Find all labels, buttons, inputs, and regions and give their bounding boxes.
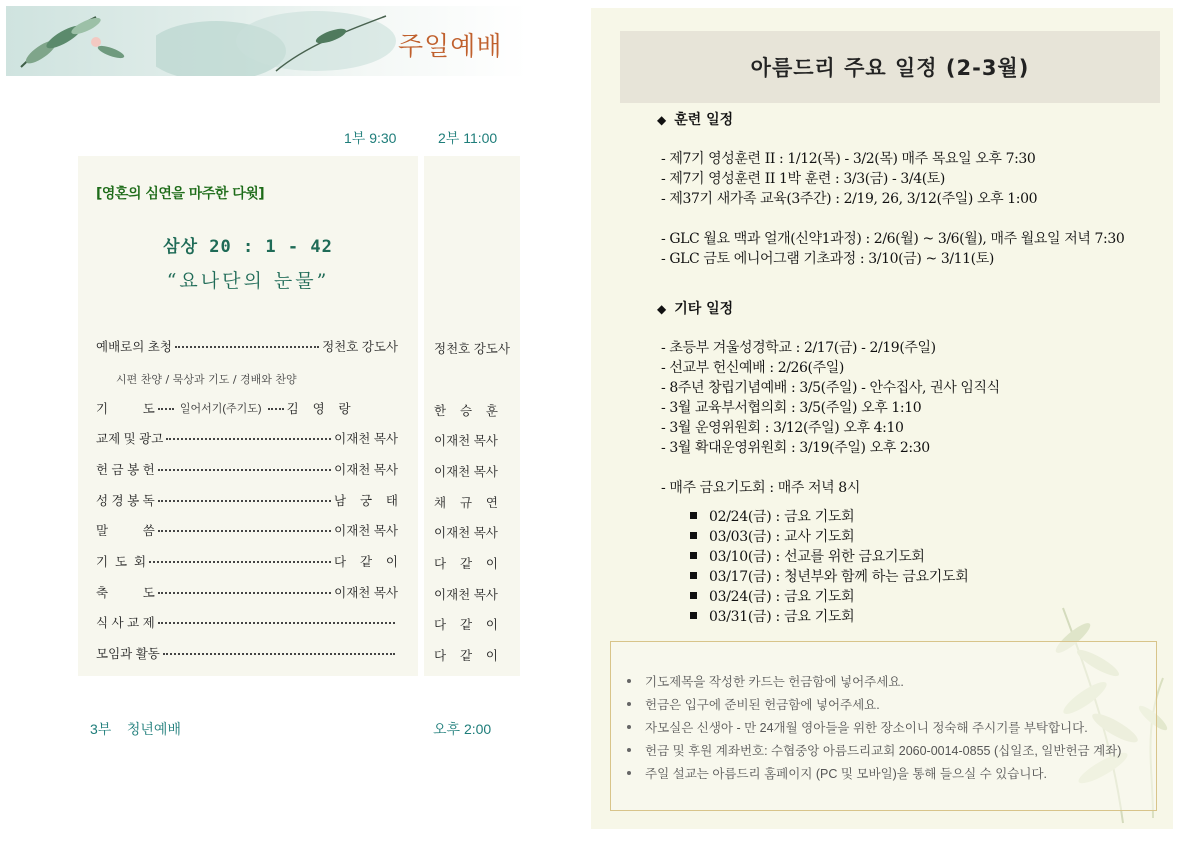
- notice-item: 자모실은 신생아 - 만 24개월 영아들을 위한 장소이니 정숙해 주시기를 부탁합니다.: [627, 718, 1121, 741]
- order-leader: 이재천 목사: [334, 586, 398, 600]
- schedule-item: - 제7기 영성훈련 II 1박 훈련 : 3/3(금) - 3/4(토): [661, 171, 945, 187]
- order-label: 축 도: [96, 586, 155, 600]
- square-bullet-icon: [690, 612, 697, 619]
- diamond-bullet-icon: ◆: [657, 302, 667, 316]
- square-bullet-icon: [690, 532, 697, 539]
- order-note: 일어서기(주기도): [179, 403, 262, 415]
- leaf-decoration-icon: [16, 12, 136, 72]
- order-label: 기 도: [96, 402, 155, 416]
- notice-list: [627, 672, 1121, 787]
- order-row: [96, 460, 398, 478]
- order-leader: 이재천 목사: [334, 432, 398, 446]
- order-leader-2: 다 같 이: [434, 557, 499, 571]
- schedule-item: - GLC 월요 맥과 얼개(신약1과정) : 2/6(월) ~ 3/6(월), 매주 월요일 저녁 7:30: [661, 231, 1125, 247]
- worship-order-page: [0, 0, 590, 841]
- sermon-title: “요나단의 눈물”: [166, 270, 330, 292]
- order-leader-2: 다 같 이: [434, 649, 499, 663]
- bullet-dot-icon: [627, 748, 631, 752]
- scripture-reference: 삼상 20 : 1 - 42: [163, 237, 333, 257]
- friday-prayer-item: 02/24(금) : 금요 기도회: [690, 506, 854, 526]
- order-row: [96, 337, 398, 355]
- order-label: 성 경 봉 독: [96, 494, 155, 508]
- notice-item: 기도제목을 작성한 카드는 헌금함에 넣어주세요.: [627, 672, 1121, 695]
- order-leader-2: 이재천 목사: [434, 465, 498, 479]
- notice-item: 헌금은 입구에 준비된 헌금함에 넣어주세요.: [627, 695, 1121, 718]
- schedule-item: - 초등부 겨울성경학교 : 2/17(금) - 2/19(주일): [661, 340, 936, 356]
- training-section-title: ◆ 훈련 일정: [657, 112, 734, 128]
- order-leader: 이재천 목사: [334, 463, 398, 477]
- order-label: 교제 및 광고: [96, 432, 164, 446]
- schedule-item: - 8주년 창립기념예배 : 3/5(주일) - 안수집사, 권사 임직식: [661, 380, 1000, 396]
- order-label: 기 도 회: [96, 555, 147, 569]
- schedule-item: - 선교부 헌신예배 : 2/26(주일): [661, 360, 844, 376]
- youth-service-label: 3부 청년예배: [90, 721, 181, 737]
- schedule-item: - 제7기 영성훈련 II : 1/12(목) - 3/2(목) 매주 목요일 오후 7:30: [661, 151, 1036, 167]
- page-title: 주일예배: [398, 32, 503, 62]
- friday-prayer-item: 03/31(금) : 금요 기도회: [690, 606, 854, 626]
- order-label: 말 씀: [96, 524, 155, 538]
- square-bullet-icon: [690, 572, 697, 579]
- bullet-dot-icon: [627, 771, 631, 775]
- header-banner: [6, 6, 528, 76]
- notice-item: 헌금 및 후원 계좌번호: 수협중앙 아름드리교회 2060-0014-0855 (십일조, 일반헌금 계좌): [627, 741, 1121, 764]
- order-row: [96, 552, 398, 570]
- schedule-item: - 3월 교육부서협의회 : 3/5(주일) 오후 1:10: [661, 400, 922, 416]
- service2-time: 2부 11:00: [438, 130, 498, 146]
- friday-prayer-item: 03/24(금) : 금요 기도회: [690, 586, 854, 606]
- schedule-title: 아름드리 주요 일정 (2-3월): [750, 56, 1030, 80]
- schedule-item: - 매주 금요기도회 : 매주 저녁 8시: [661, 480, 860, 496]
- service1-time: 1부 9:30: [344, 130, 397, 146]
- order-leader-2: 채 규 연: [434, 496, 499, 510]
- other-section-title: ◆ 기타 일정: [657, 301, 734, 317]
- schedule-page: [591, 8, 1173, 829]
- order-leader: 이재천 목사: [334, 524, 398, 538]
- order-leader: 다 같 이: [333, 555, 398, 569]
- schedule-item: - 3월 확대운영위원회 : 3/19(주일) 오후 2:30: [661, 440, 930, 456]
- square-bullet-icon: [690, 592, 697, 599]
- diamond-bullet-icon: ◆: [657, 113, 667, 127]
- worship-subnote: 시편 찬양 / 묵상과 기도 / 경배와 찬양: [116, 373, 297, 386]
- order-row: [96, 429, 398, 447]
- order-leader-2: 이재천 목사: [434, 434, 498, 448]
- order-leader: 남 궁 태: [333, 494, 398, 508]
- sermon-series-title: [영혼의 심연을 마주한 다윗]: [96, 186, 265, 202]
- square-bullet-icon: [690, 512, 697, 519]
- order-leader-2: 정천호 강도사: [434, 342, 510, 356]
- order-leader-2: 이재천 목사: [434, 588, 498, 602]
- notice-item: 주일 설교는 아름드리 홈페이지 (PC 및 모바일)을 통해 들으실 수 있습니다.: [627, 764, 1121, 787]
- order-leader-2: 다 같 이: [434, 618, 499, 632]
- order-label: 식 사 교 제: [96, 616, 155, 630]
- order-row: [96, 644, 398, 662]
- order-row: [96, 491, 398, 509]
- order-row: [96, 399, 398, 417]
- schedule-item: - GLC 금토 에니어그램 기초과정 : 3/10(금) ~ 3/11(토): [661, 251, 994, 267]
- youth-service-time: 오후 2:00: [433, 721, 492, 737]
- friday-prayer-item: 03/17(금) : 청년부와 함께 하는 금요기도회: [690, 566, 968, 586]
- bullet-dot-icon: [627, 725, 631, 729]
- friday-prayer-item: 03/03(금) : 교사 기도회: [690, 526, 854, 546]
- order-row: [96, 583, 398, 601]
- order-leader-2: 이재천 목사: [434, 526, 498, 540]
- order-label: 헌 금 봉 헌: [96, 463, 155, 477]
- bullet-dot-icon: [627, 702, 631, 706]
- order-leader: 김 영 랑: [286, 402, 351, 416]
- order-label: 모임과 활동: [96, 647, 160, 661]
- order-row: [96, 521, 398, 539]
- order-leader: 정천호 강도사: [322, 340, 398, 354]
- order-label: 예배로의 초청: [96, 340, 172, 354]
- schedule-header: [620, 31, 1160, 103]
- bullet-dot-icon: [627, 679, 631, 683]
- watercolor-decoration-icon: [156, 6, 396, 76]
- schedule-item: - 3월 운영위원회 : 3/12(주일) 오후 4:10: [661, 420, 904, 436]
- order-row: [96, 613, 398, 631]
- order-leader-2: 한 승 훈: [434, 404, 499, 418]
- square-bullet-icon: [690, 552, 697, 559]
- schedule-item: - 제37기 새가족 교육(3주간) : 2/19, 26, 3/12(주일) 오후 1:00: [661, 191, 1038, 207]
- notice-box: [610, 641, 1157, 811]
- friday-prayer-item: 03/10(금) : 선교를 위한 금요기도회: [690, 546, 925, 566]
